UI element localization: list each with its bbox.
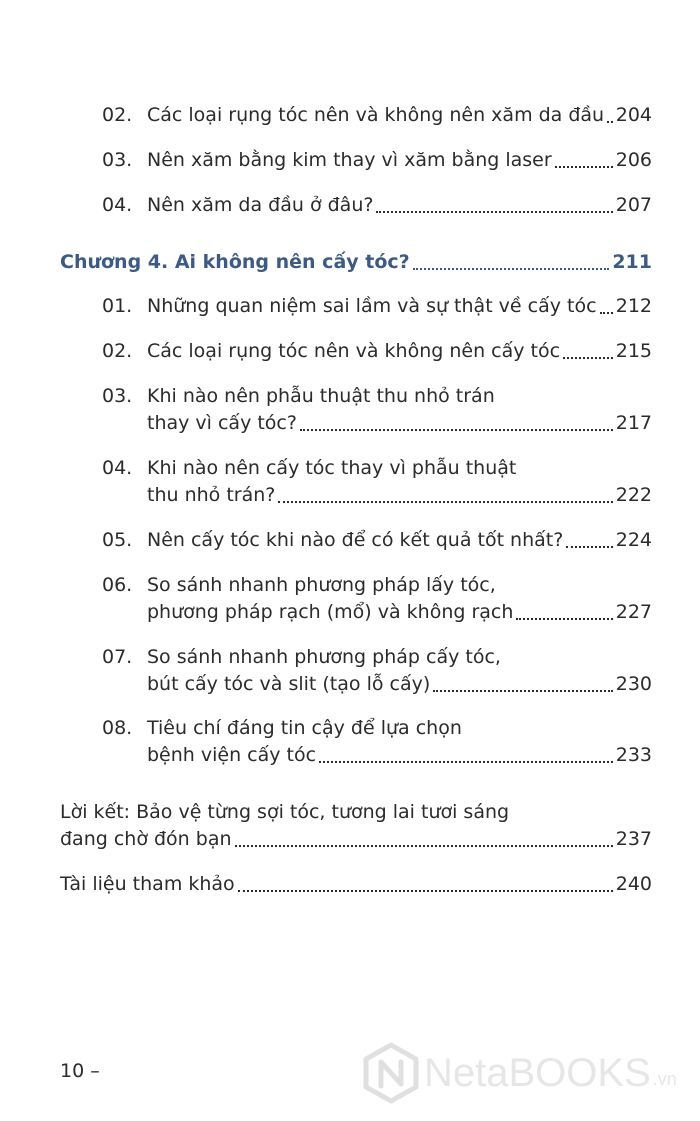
entry-title: So sánh nhanh phương pháp lấy tóc, bbox=[147, 574, 496, 596]
watermark-suffix: .vn bbox=[652, 1069, 677, 1089]
dot-leader bbox=[300, 429, 613, 431]
dot-leader bbox=[235, 845, 613, 847]
toc-entry-line2[interactable] bbox=[102, 599, 652, 626]
entry-number: 06. bbox=[102, 574, 133, 596]
chapter-heading[interactable] bbox=[60, 249, 652, 276]
entry-title: Nên cấy tóc khi nào để có kết quả tốt nhất? bbox=[147, 529, 564, 551]
toc-entry-line2[interactable] bbox=[102, 742, 652, 769]
entry-page: 206 bbox=[615, 149, 652, 171]
toc-entry-line2[interactable] bbox=[102, 410, 652, 437]
entry-page: 217 bbox=[615, 412, 652, 434]
watermark-brand: NetaBOOKS bbox=[424, 1050, 651, 1095]
dot-leader bbox=[413, 268, 610, 270]
entry-page: 233 bbox=[615, 744, 652, 766]
entry-title-cont: phương pháp rạch (mổ) và không rạch bbox=[147, 601, 514, 623]
chapter-title: Chương 4. Ai không nên cấy tóc? bbox=[60, 251, 410, 273]
entry-number: 05. bbox=[102, 529, 133, 551]
entry-title: Nên xăm da đầu ở đâu? bbox=[147, 194, 374, 216]
entry-number: 02. bbox=[102, 340, 133, 362]
entry-page: 222 bbox=[615, 484, 652, 506]
toc-entry[interactable] bbox=[102, 102, 652, 129]
entry-page: 224 bbox=[615, 529, 652, 551]
entry-title-cont: bút cấy tóc và slit (tạo lỗ cấy) bbox=[147, 673, 431, 695]
dot-leader bbox=[238, 890, 613, 892]
entry-number: 02. bbox=[102, 104, 133, 126]
entry-title-cont: thay vì cấy tóc? bbox=[147, 412, 297, 434]
dot-leader bbox=[433, 690, 612, 692]
epilogue-entry[interactable] bbox=[60, 826, 652, 853]
dot-leader bbox=[555, 166, 613, 168]
toc-entry[interactable] bbox=[102, 147, 652, 174]
entry-title: Các loại rụng tóc nên và không nên xăm da đầu bbox=[147, 104, 605, 126]
n-hexagon-logo-icon bbox=[362, 1042, 420, 1104]
entry-number: 04. bbox=[102, 194, 133, 216]
toc-entry-line2[interactable] bbox=[102, 671, 652, 698]
toc-entry[interactable] bbox=[102, 293, 652, 320]
dot-leader bbox=[566, 546, 612, 548]
entry-title-cont: thu nhỏ trán? bbox=[147, 484, 276, 506]
entry-page: 230 bbox=[615, 673, 652, 695]
toc-entry[interactable] bbox=[102, 338, 652, 365]
epilogue-page: 237 bbox=[615, 828, 652, 850]
entry-title: Tiêu chí đáng tin cậy để lựa chọn bbox=[147, 717, 462, 739]
epilogue-title-cont: đang chờ đón bạn bbox=[60, 828, 232, 850]
references-title: Tài liệu tham khảo bbox=[60, 873, 235, 895]
entry-title: Khi nào nên cấy tóc thay vì phẫu thuật bbox=[147, 457, 517, 479]
chapter-page: 211 bbox=[612, 251, 652, 273]
references-page: 240 bbox=[615, 873, 652, 895]
dot-leader bbox=[278, 501, 612, 503]
entry-number: 01. bbox=[102, 295, 133, 317]
entry-title: Các loại rụng tóc nên và không nên cấy tóc bbox=[147, 340, 561, 362]
toc-entry-line1[interactable] bbox=[102, 715, 652, 742]
entry-title-cont: bệnh viện cấy tóc bbox=[147, 744, 317, 766]
entry-page: 215 bbox=[615, 340, 652, 362]
toc-entry-line2[interactable] bbox=[102, 482, 652, 509]
entry-number: 04. bbox=[102, 457, 133, 479]
dot-leader bbox=[563, 357, 613, 359]
toc-entry-line1[interactable] bbox=[102, 383, 652, 410]
toc-entry[interactable] bbox=[102, 527, 652, 554]
entry-number: 03. bbox=[102, 149, 133, 171]
entry-title: So sánh nhanh phương pháp cấy tóc, bbox=[147, 646, 501, 668]
toc-entry-line1[interactable] bbox=[102, 644, 652, 671]
dot-leader bbox=[319, 761, 613, 763]
entry-title: Những quan niệm sai lầm và sự thật về cấy tóc bbox=[147, 295, 597, 317]
entry-number: 03. bbox=[102, 385, 133, 407]
toc-entry[interactable] bbox=[102, 192, 652, 219]
dot-leader bbox=[516, 618, 612, 620]
dot-leader bbox=[376, 211, 612, 213]
entry-number: 07. bbox=[102, 646, 133, 668]
entry-page: 204 bbox=[615, 104, 652, 126]
entry-title: Nên xăm bằng kim thay vì xăm bằng laser bbox=[147, 149, 552, 171]
entry-number: 08. bbox=[102, 717, 133, 739]
epilogue-line1[interactable]: Lời kết: Bảo vệ từng sợi tóc, tương lai tươi sáng bbox=[60, 801, 510, 823]
toc-entry-line1[interactable] bbox=[102, 455, 652, 482]
entry-title: Khi nào nên phẫu thuật thu nhỏ trán bbox=[147, 385, 495, 407]
dot-leader bbox=[600, 312, 613, 314]
entry-page: 212 bbox=[615, 295, 652, 317]
references-entry[interactable] bbox=[60, 871, 652, 898]
entry-page: 227 bbox=[615, 601, 652, 623]
page-number: 10 – bbox=[60, 1060, 100, 1082]
entry-page: 207 bbox=[615, 194, 652, 216]
toc-entry-line1[interactable] bbox=[102, 572, 652, 599]
dot-leader bbox=[607, 121, 613, 123]
watermark bbox=[362, 1042, 692, 1104]
